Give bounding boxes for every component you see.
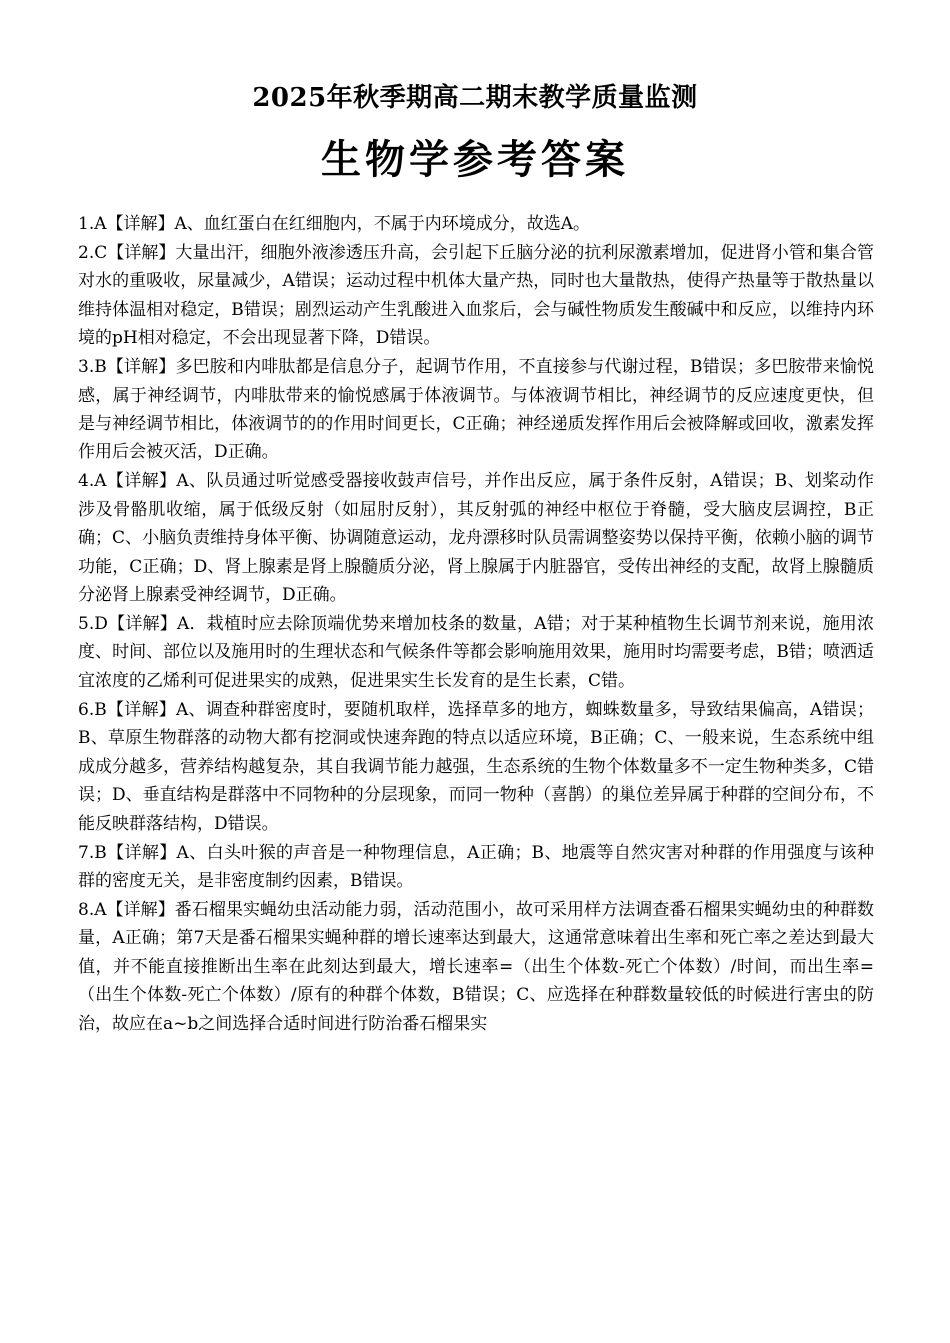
answer-item-4: 4.A【详解】A、队员通过听觉感受器接收鼓声信号，并作出反应，属于条件反射，A错误；B、划桨动作涉及骨骼肌收缩，属于低级反射（如屈肘反射），其反射弧的神经中枢位于脊髓，受大脑皮层调控，B正确；C、小脑负责维持身体平衡、协调随意运动，龙舟漂移时队员需调整姿势以保持平衡，依赖小脑的调节功能，C正确；D、肾上腺素是肾上腺髓质分泌，肾上腺属于内脏器官，受传出神经的支配，故肾上腺髓质分泌肾上腺素受神经调节，D正确。 xyxy=(78,471,874,606)
exam-title: 2025年秋季期高二期末教学质量监测 xyxy=(252,83,698,113)
answer-item-3: 3.B【详解】多巴胺和内啡肽都是信息分子，起调节作用，不直接参与代谢过程，B错误；多巴胺带来愉悦感，属于神经调节，内啡肽带来的愉悦感属于体液调节。与体液调节相比，神经调节的反应速度更快，但是与神经调节相比，体液调节的的作用时间更长，C正确；神经递质发挥作用后会被降解或回收，激素发挥作用后会被灭活，D正确。 xyxy=(78,357,874,463)
answer-item-8: 8.A【详解】番石榴果实蝇幼虫活动能力弱，活动范围小，故可采用样方法调查番石榴果实蝇幼虫的种群数量，A正确；第7天是番石榴果实蝇种群的增长速率达到最大，这通常意味着出生率和死亡率之差达到最大值，并不能直接推断出生率在此刻达到最大，增长速率=（出生个体数-死亡个体数）/时间，而出生率=（出生个体数-死亡个体数）/原有的种群个体数，B错误；C、应选择在种群数量较低的时候进行害虫的防治，故应在a~b之间选择合适时间进行防治番石榴果实 xyxy=(78,899,874,1034)
answer-list xyxy=(78,210,874,1039)
answer-item-6: 6.B【详解】A、调查种群密度时，要随机取样，选择草多的地方，蜘蛛数量多，导致结果偏高，A错误；B、草原生物群落的动物大都有挖洞或快速奔跑的特点以适应环境，B正确；C、一般来说，生态系统中组成成分越多，营养结构越复杂，其自我调节能力越强，生态系统的生物个体数量多不一定生物种类多，C错误；D、垂直结构是群落中不同物种的分层现象，而同一物种（喜鹊）的巢位差异属于种群的空间分布，不能反映群落结构，D错误。 xyxy=(78,699,874,834)
page-title: 生物学参考答案 xyxy=(321,137,629,183)
answer-item-2: 2.C【详解】大量出汗，细胞外液渗透压升高，会引起下丘脑分泌的抗利尿激素增加，促进肾小管和集合管对水的重吸收，尿量减少，A错误；运动过程中机体大量产热，同时也大量散热，使得产热量等于散热量以维持体温相对稳定，B错误；剧烈运动产生乳酸进入血浆后，会与碱性物质发生酸碱中和反应，以维持内环境的pH相对稳定，不会出现显著下降，D错误。 xyxy=(78,243,874,349)
answer-item-5: 5.D【详解】A．栽植时应去除顶端优势来增加枝条的数量，A错；对于某种植物生长调节剂来说，施用浓度、时间、部位以及施用时的生理状态和气候条件等都会影响施用效果，施用时均需要考虑，B错；喷洒适宜浓度的乙烯利可促进果实的成熟，促进果实生长发育的是生长素，C错。 xyxy=(78,614,874,691)
answer-item-1: 1.A【详解】A、血红蛋白在红细胞内，不属于内环境成分，故选A。 xyxy=(78,214,591,234)
answer-item-7: 7.B【详解】A、白头叶猴的声音是一种物理信息，A正确；B、地震等自然灾害对种群的作用强度与该种群的密度无关，是非密度制约因素，B错误。 xyxy=(78,842,874,891)
